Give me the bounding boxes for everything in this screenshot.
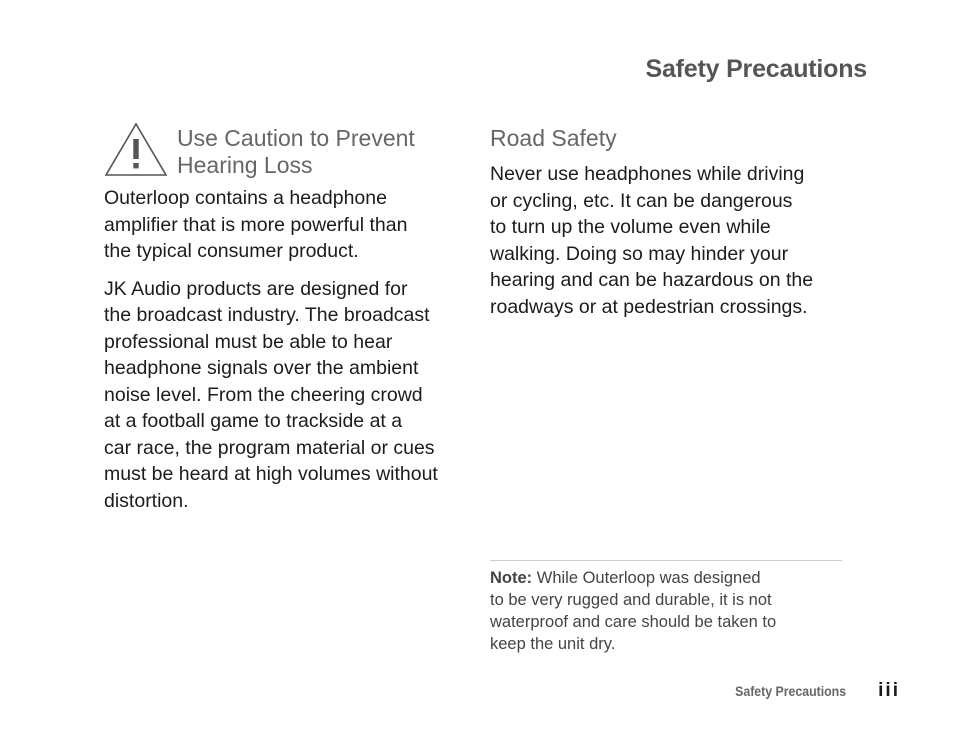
text-line: must be heard at high volumes without bbox=[104, 463, 438, 485]
text-line: roadways or at pedestrian crossings. bbox=[490, 295, 808, 318]
text-line: or cycling, etc. It can be dangerous bbox=[490, 189, 793, 212]
road-safety-heading: Road Safety bbox=[490, 125, 617, 151]
amplifier-paragraph bbox=[104, 185, 464, 265]
note-label: Note: bbox=[490, 569, 533, 587]
note-text-line: waterproof and care should be taken to bbox=[490, 613, 777, 631]
note-text-line: keep the unit dry. bbox=[490, 635, 616, 653]
text-line: the typical consumer product. bbox=[104, 240, 359, 262]
page-title: Safety Precautions bbox=[645, 55, 867, 83]
note-text-line: While Outerloop was designed bbox=[532, 569, 761, 587]
text-line: car race, the program material or cues bbox=[104, 436, 435, 459]
caution-header bbox=[104, 121, 464, 183]
footer-page-number: iii bbox=[878, 680, 900, 701]
note-divider bbox=[490, 560, 842, 561]
warning-triangle-icon bbox=[104, 121, 168, 177]
road-safety-paragraph bbox=[490, 161, 842, 320]
text-line: JK Audio products are designed for bbox=[104, 277, 408, 300]
text-line: to turn up the volume even while bbox=[490, 216, 771, 238]
hearing-loss-section bbox=[104, 121, 464, 525]
text-line: walking. Doing so may hinder your bbox=[490, 242, 789, 265]
text-line: distortion. bbox=[104, 489, 189, 512]
note-box bbox=[490, 567, 820, 655]
heading-line: Use Caution to Prevent bbox=[177, 125, 415, 151]
text-line: Outerloop contains a headphone bbox=[104, 187, 387, 209]
note-text-line: to be very rugged and durable, it is not bbox=[490, 591, 772, 609]
hearing-loss-heading bbox=[177, 125, 415, 179]
text-line: noise level. From the cheering crowd bbox=[104, 383, 423, 406]
footer-section-name: Safety Precautions bbox=[735, 683, 846, 699]
broadcast-paragraph bbox=[104, 276, 464, 515]
heading-line: Hearing Loss bbox=[177, 152, 313, 178]
road-safety-section bbox=[490, 121, 842, 331]
text-line: Never use headphones while driving bbox=[490, 163, 805, 185]
text-line: headphone signals over the ambient bbox=[104, 357, 419, 379]
text-line: at a football game to trackside at a bbox=[104, 410, 403, 432]
text-line: hearing and can be hazardous on the bbox=[490, 269, 814, 291]
text-line: professional must be able to hear bbox=[104, 330, 393, 353]
text-line: the broadcast industry. The broadcast bbox=[104, 304, 430, 326]
text-line: amplifier that is more powerful than bbox=[104, 213, 408, 236]
